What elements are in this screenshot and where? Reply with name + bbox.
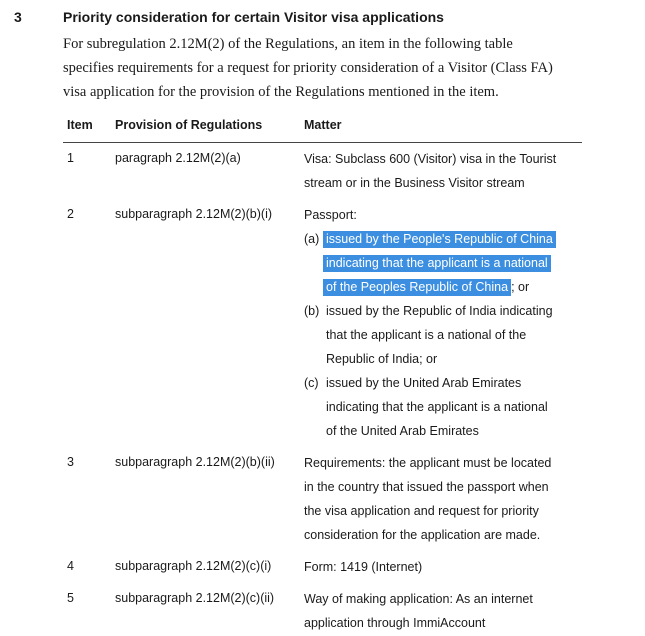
row-provision: paragraph 2.12M(2)(a) (115, 151, 241, 165)
matter-line: Visa: Subclass 600 (Visitor) visa in the Tourist (304, 152, 557, 166)
subitem-a-cont (304, 251, 584, 275)
row-item: 2 (67, 207, 74, 221)
requirements-table (63, 114, 582, 630)
subitem-b-cont (304, 323, 584, 347)
selected-text[interactable]: indicating that the applicant is a national (323, 255, 551, 272)
matter-line: consideration for the application are made. (304, 528, 541, 542)
row-item: 1 (67, 151, 74, 165)
subitem-text: issued by the United Arab Emirates (326, 376, 522, 390)
subitem-a-cont (304, 275, 584, 299)
subitem-trailing: ; or (511, 280, 530, 294)
subitem-text (326, 275, 529, 299)
subitem-text: indicating that the applicant is a national (326, 400, 548, 414)
matter-line: in the country that issued the passport when (304, 480, 549, 494)
subitem-text: that the applicant is a national of the (326, 328, 527, 342)
matter-line: Requirements: the applicant must be located (304, 456, 552, 470)
row-item: 3 (67, 455, 74, 469)
matter-line: Way of making application: As an internet (304, 592, 533, 606)
row-matter (304, 555, 584, 579)
row-matter (304, 587, 584, 635)
row-provision: subparagraph 2.12M(2)(b)(ii) (115, 455, 275, 469)
subitem-text: issued by the Republic of India indicating (326, 304, 553, 318)
matter-line: Form: 1419 (Internet) (304, 560, 423, 574)
row-provision: subparagraph 2.12M(2)(c)(ii) (115, 591, 275, 605)
subitem-b-cont (304, 347, 584, 371)
row-provision: subparagraph 2.12M(2)(c)(i) (115, 559, 272, 573)
subitem-text (326, 251, 551, 275)
matter-line: stream or in the Business Visitor stream (304, 176, 525, 190)
intro-line: visa application for the provision of the Regulations mentioned in the item. (63, 84, 499, 100)
subitem-label: (c) (304, 376, 319, 390)
section-title: Priority consideration for certain Visitor visa applications (63, 9, 444, 25)
subitem-label: (b) (304, 304, 320, 318)
header-matter: Matter (304, 118, 342, 132)
row-matter (304, 203, 584, 443)
section-intro (63, 32, 623, 104)
subitem-b (304, 299, 584, 323)
subitem-text: Republic of India; or (326, 352, 438, 366)
section-number: 3 (14, 9, 22, 25)
subitem-c-cont (304, 419, 584, 443)
subitem-text: of the United Arab Emirates (326, 424, 479, 438)
header-provision: Provision of Regulations (115, 118, 263, 132)
matter-line: the visa application and request for priority (304, 504, 539, 518)
row-provision: subparagraph 2.12M(2)(b)(i) (115, 207, 273, 221)
row-item: 5 (67, 591, 74, 605)
matter-intro: Passport: (304, 208, 357, 222)
subitem-label: (a) (304, 232, 320, 246)
row-matter (304, 147, 584, 195)
subitem-c (304, 371, 584, 395)
intro-line: specifies requirements for a request for priority consideration of a Visitor (Class FA) (63, 60, 553, 76)
selected-text[interactable]: issued by the People's Republic of China (323, 231, 556, 248)
subitem-a (304, 227, 584, 251)
table-header (63, 114, 582, 143)
intro-line: For subregulation 2.12M(2) of the Regulations, an item in the following table (63, 36, 513, 52)
subitem-c-cont (304, 395, 584, 419)
matter-line: application through ImmiAccount (304, 616, 486, 630)
subitem-text (326, 227, 556, 251)
row-matter (304, 451, 584, 547)
header-item: Item (67, 118, 93, 132)
selected-text[interactable]: of the Peoples Republic of China (323, 279, 511, 296)
row-item: 4 (67, 559, 74, 573)
